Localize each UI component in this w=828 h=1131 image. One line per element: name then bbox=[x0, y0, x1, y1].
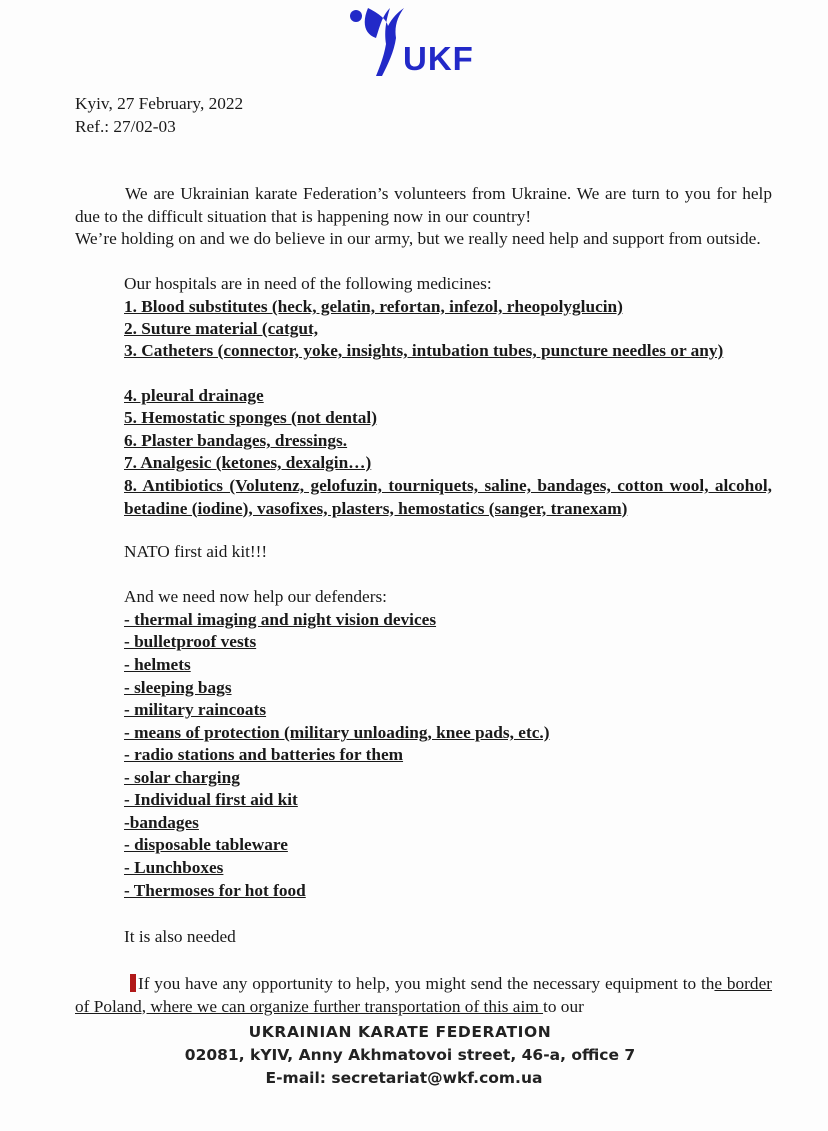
medicine-item: 5. Hemostatic sponges (not dental) bbox=[124, 408, 377, 427]
defenders-item: - Individual first aid kit bbox=[124, 790, 298, 809]
date-line: Kyiv, 27 February, 2022 bbox=[75, 94, 244, 113]
medicine-item: 6. Plaster bandages, dressings. bbox=[124, 431, 348, 450]
defenders-item: - Lunchboxes bbox=[124, 858, 224, 877]
closing-paragraph bbox=[75, 973, 772, 1018]
defenders-item: - means of protection (military unloading, knee pads, etc.) bbox=[124, 723, 550, 742]
closing-text-end: to our bbox=[543, 996, 584, 1016]
closing-text-underlined: e border of Poland, where we can organize further transportation of this aim bbox=[75, 974, 772, 1016]
medicines-intro: Our hospitals are in need of the following medicines: bbox=[124, 274, 492, 293]
medicine-item: 8. Antibiotics (Volutenz, gelofuzin, tourniquets, saline, bandages, cotton wool, alcohol, betadine (iodine), vasofixes, plasters, hemostatics (sanger, tranexam) bbox=[124, 476, 772, 518]
closing-text-start: If you have any opportunity to help, you might send the necessary equipment to th bbox=[138, 974, 715, 993]
footer-address: 02081, kYIV, Anny Akhmatovoi street, 46-a, office 7 bbox=[184, 1046, 636, 1064]
medicine-item: 3. Catheters (connector, yoke, insights, intubation tubes, puncture needles or any) bbox=[124, 341, 724, 360]
defenders-item: - bulletproof vests bbox=[124, 632, 257, 651]
logo-text: UKF bbox=[403, 40, 474, 77]
medicine-item: 4. pleural drainage bbox=[124, 386, 264, 405]
intro-paragraph: We are Ukrainian karate Federation’s volunteers from Ukraine. We are turn to you for help due to the difficult situation that is happening now in our country! bbox=[75, 184, 772, 226]
defenders-item: - sleeping bags bbox=[124, 678, 232, 697]
medicine-item: 7. Analgesic (ketones, dexalgin…) bbox=[124, 453, 372, 472]
support-paragraph: We’re holding on and we do believe in our army, but we really need help and support from outside. bbox=[75, 229, 761, 248]
defenders-item: - thermal imaging and night vision devices bbox=[124, 610, 437, 629]
footer-org-name: UKRAINIAN KARATE FEDERATION bbox=[248, 1023, 552, 1041]
medicine-item: 2. Suture material (catgut, bbox=[124, 319, 319, 338]
footer-email: E-mail: secretariat@wkf.com.ua bbox=[265, 1069, 543, 1087]
reference-line: Ref.: 27/02-03 bbox=[75, 117, 176, 136]
also-needed-line: It is also needed bbox=[124, 927, 236, 946]
defenders-intro: And we need now help our defenders: bbox=[124, 587, 387, 606]
defenders-item: - Thermoses for hot food bbox=[124, 881, 306, 900]
defenders-item: - disposable tableware bbox=[124, 835, 288, 854]
defenders-item: - helmets bbox=[124, 655, 191, 674]
defenders-item: -bandages bbox=[124, 813, 199, 832]
nato-line: NATO first aid kit!!! bbox=[124, 542, 268, 561]
medicine-item: 1. Blood substitutes (heck, gelatin, refortan, infezol, rheopolyglucin) bbox=[124, 297, 623, 316]
defenders-item: - military raincoats bbox=[124, 700, 267, 719]
defenders-item: - solar charging bbox=[124, 768, 240, 787]
ukf-logo bbox=[346, 4, 506, 80]
defenders-item: - radio stations and batteries for them bbox=[124, 745, 404, 764]
red-marker-icon bbox=[130, 974, 136, 992]
